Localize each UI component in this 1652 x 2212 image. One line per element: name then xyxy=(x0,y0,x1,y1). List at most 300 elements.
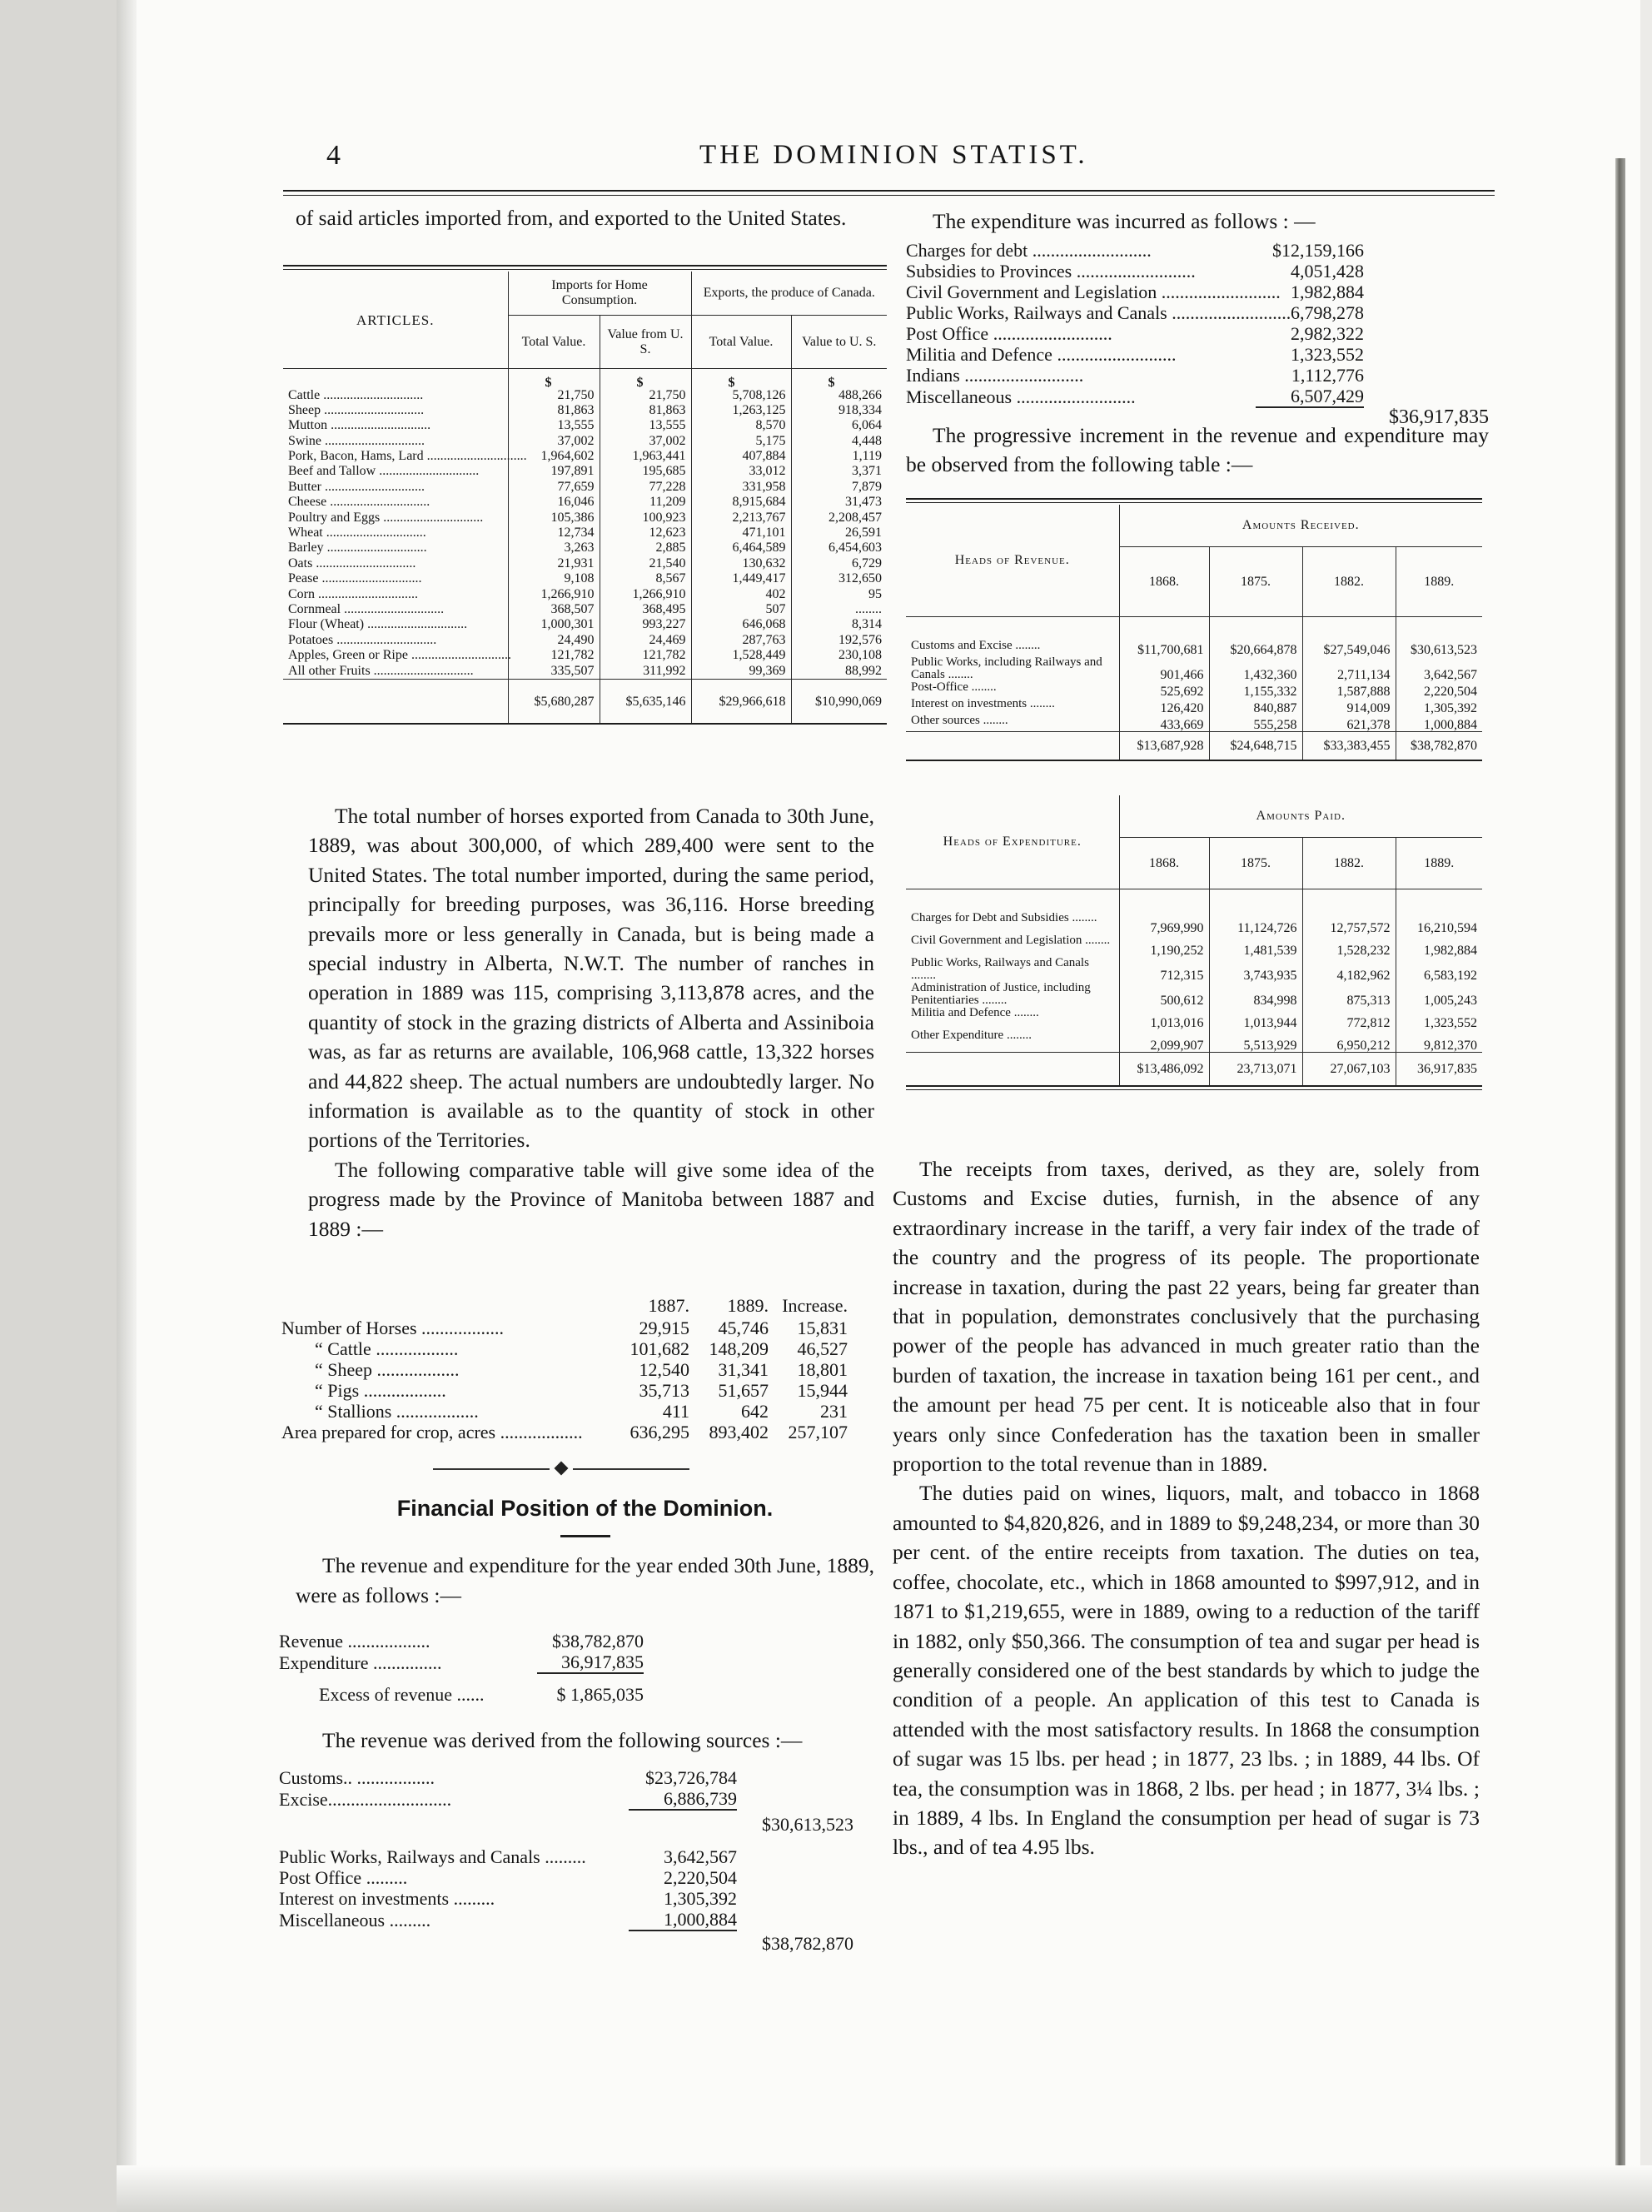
article-value: 335,507 xyxy=(508,665,600,680)
article-value: 121,782 xyxy=(600,649,691,664)
article-label: Swine xyxy=(288,433,321,448)
progress-total: $38,782,870 xyxy=(1396,731,1482,760)
article-label: Oats xyxy=(288,555,313,570)
expenditure-item-label: Post Office .......................... xyxy=(906,323,1112,344)
manitoba-value: 29,915 xyxy=(639,1318,689,1338)
expenditure-spacer xyxy=(1364,386,1489,407)
spacer-cell xyxy=(1396,616,1482,640)
progress-value: 1,305,392 xyxy=(1396,698,1482,715)
article-row xyxy=(283,557,887,572)
progress-value: 621,378 xyxy=(1302,715,1396,731)
sources-intro: The revenue was derived from the following sources :— xyxy=(322,1728,803,1752)
rule xyxy=(906,498,1482,500)
article-value: 6,464,589 xyxy=(691,541,791,556)
article-name: Sheep .............................. xyxy=(288,402,425,417)
expenditure-item xyxy=(906,302,1489,323)
source-value: 3,642,567 xyxy=(664,1846,737,1867)
article-row xyxy=(283,541,887,556)
expenditure-item-value: 4,051,428 xyxy=(1291,261,1364,281)
article-value: 37,002 xyxy=(600,435,691,450)
article-value: 11,209 xyxy=(600,496,691,511)
expenditure-item xyxy=(906,386,1489,407)
progress-label-text: Militia and Defence xyxy=(911,1006,1011,1019)
journal-title: THE DOMINION STATIST. xyxy=(699,140,1088,170)
progress-row xyxy=(906,912,1482,934)
expenditure-item xyxy=(906,281,1489,302)
source-label: Post Office ......... xyxy=(279,1867,408,1888)
article-name: Cattle .............................. xyxy=(288,387,424,402)
expenditure-spacer xyxy=(1364,281,1489,302)
excess-value: $ 1,865,035 xyxy=(556,1684,644,1705)
article-value: 407,884 xyxy=(691,450,791,465)
spacer-cell xyxy=(1209,889,1302,912)
progress-value: 1,481,539 xyxy=(1209,934,1302,957)
exports-header: Exports, the produce of Canada. xyxy=(691,272,887,316)
article-value: 488,266 xyxy=(791,389,887,404)
article-row xyxy=(283,496,887,511)
progress-label: Other sources ........ xyxy=(911,714,1008,727)
spacer-cell xyxy=(1302,889,1396,912)
article-label: Flour (Wheat) xyxy=(288,617,365,632)
progress-label: Interest on investments ........ xyxy=(911,697,1055,710)
expenditure-item-value: 1,982,884 xyxy=(1291,281,1364,302)
article-name: Beef and Tallow .............................. xyxy=(288,464,480,479)
expenditure-item-text: Indians xyxy=(906,365,960,386)
article-label: Wheat xyxy=(288,526,323,541)
article-value: 31,473 xyxy=(791,496,887,511)
dollar-sign: $ xyxy=(600,369,691,389)
expenditure-item-label: Militia and Defence .......................... xyxy=(906,344,1177,365)
expenditure-table xyxy=(906,795,1482,1090)
article-label: Sheep xyxy=(288,402,321,417)
progress-total: 27,067,103 xyxy=(1302,1052,1396,1085)
articles-header: ARTICLES. xyxy=(356,311,435,328)
article-value: 99,369 xyxy=(691,665,791,680)
progress-label: Public Works, including Railways and Canals ........ xyxy=(911,655,1102,681)
article-row xyxy=(283,526,887,541)
article-value: 130,632 xyxy=(691,557,791,572)
article-row xyxy=(283,618,887,633)
total-cell: $5,680,287 xyxy=(508,680,600,723)
excess-label: Excess of revenue xyxy=(319,1684,453,1705)
expenditure-spacer xyxy=(1364,240,1489,261)
col-header-us-exports: Value to U. S. xyxy=(791,316,887,369)
expenditure-item xyxy=(906,261,1489,281)
article-value: 1,000,301 xyxy=(508,618,600,633)
article-name: Oats .............................. xyxy=(288,555,416,570)
manitoba-intro: The following comparative table will give some idea of the progress made by the Province of Manitoba between 1887 and 1889 :— xyxy=(308,1157,874,1241)
source-value: 1,305,392 xyxy=(664,1888,737,1909)
expenditure-label: Expenditure xyxy=(279,1652,369,1673)
progress-value: 901,466 xyxy=(1119,656,1209,681)
progress-value: 914,009 xyxy=(1302,698,1396,715)
manitoba-value: 12,540 xyxy=(639,1359,689,1380)
expenditure-item xyxy=(906,344,1489,365)
expenditure-spacer xyxy=(1364,323,1489,344)
manitoba-value: 46,527 xyxy=(797,1338,848,1359)
article-value: 4,448 xyxy=(791,435,887,450)
progress-label: Other Expenditure ........ xyxy=(911,1029,1032,1042)
article-value: 5,708,126 xyxy=(691,389,791,404)
article-name: Poultry and Eggs .............................. xyxy=(288,510,484,525)
spacer-cell xyxy=(906,889,1119,912)
article-value: 121,782 xyxy=(508,649,600,664)
progress-value: 6,583,192 xyxy=(1396,957,1482,982)
expenditure-item-text: Post Office xyxy=(906,323,989,344)
progress-row xyxy=(906,1007,1482,1029)
source-row xyxy=(279,1909,853,1931)
article-value: 37,002 xyxy=(508,435,600,450)
left-column-body xyxy=(308,801,874,1243)
manitoba-row xyxy=(281,1318,848,1338)
progress-value: 1,432,360 xyxy=(1209,656,1302,681)
excise-label: Excise xyxy=(279,1788,328,1810)
intro-text: of said articles imported from, and exported to the United States. xyxy=(296,206,847,230)
rule xyxy=(906,1089,1482,1090)
article-label: All other Fruits xyxy=(288,663,371,678)
year-header: 1868. xyxy=(1119,837,1209,889)
article-value: 8,915,684 xyxy=(691,496,791,511)
article-name: All other Fruits .............................. xyxy=(288,663,474,678)
progress-label: Militia and Defence ........ xyxy=(911,1006,1039,1019)
progress-total: $24,648,715 xyxy=(1209,731,1302,760)
article-label: Mutton xyxy=(288,418,328,433)
progress-value: 1,528,232 xyxy=(1302,934,1396,957)
year-header: 1875. xyxy=(1209,837,1302,889)
article-value: 9,108 xyxy=(508,572,600,587)
revenue-label: Revenue xyxy=(279,1631,343,1652)
progress-label-text: Administration of Justice, including Penitentiaries xyxy=(911,981,1091,1007)
article-value: 33,012 xyxy=(691,465,791,480)
manitoba-row xyxy=(281,1338,848,1359)
progress-value: 1,190,252 xyxy=(1119,934,1209,957)
article-label: Apples, Green or Ripe xyxy=(288,648,408,663)
spacer-cell xyxy=(1119,616,1209,640)
manitoba-label: “ Stallions .................. xyxy=(281,1401,613,1422)
source-label: Public Works, Railways and Canals ......... xyxy=(279,1846,586,1867)
article-value: 13,555 xyxy=(508,419,600,434)
progress-label-text: Public Works, including Railways and Canals xyxy=(911,655,1102,681)
expenditure-item-value: 2,982,322 xyxy=(1291,323,1364,344)
progress-label: Administration of Justice, including Penitentiaries ........ xyxy=(911,981,1091,1007)
year-header: 1889. xyxy=(1396,546,1482,616)
article-value: 311,992 xyxy=(600,665,691,680)
revenue-table xyxy=(906,498,1482,761)
article-value: 368,495 xyxy=(600,603,691,618)
source-row xyxy=(279,1888,853,1909)
article-name: Potatoes .............................. xyxy=(288,632,437,647)
progress-value: $27,549,046 xyxy=(1302,640,1396,656)
article-value: 1,266,910 xyxy=(508,588,600,603)
article-value: 197,891 xyxy=(508,465,600,480)
excise-value: 6,886,739 xyxy=(629,1788,737,1810)
progress-total: $33,383,455 xyxy=(1302,731,1396,760)
article-value: 195,685 xyxy=(600,465,691,480)
article-label: Cornmeal xyxy=(288,601,341,616)
manitoba-label-text: “ Pigs xyxy=(315,1380,360,1401)
expenditure-item-label: Civil Government and Legislation .......................... xyxy=(906,281,1281,302)
article-value: 81,863 xyxy=(600,404,691,419)
revenue-expenditure-intro: The revenue and expenditure for the year ended 30th June, 1889, were as follows :— xyxy=(296,1553,874,1607)
progress-total: $13,687,928 xyxy=(1119,731,1209,760)
total-cell: $29,966,618 xyxy=(691,680,791,723)
source-label-text: Interest on investments xyxy=(279,1888,450,1909)
progress-total: 23,713,071 xyxy=(1209,1052,1302,1085)
expenditure-list xyxy=(906,240,1489,428)
heading-rule xyxy=(560,1535,610,1537)
progress-row xyxy=(906,656,1482,681)
article-row xyxy=(283,481,887,496)
manitoba-value: 45,746 xyxy=(718,1318,769,1338)
year-header: 1868. xyxy=(1119,546,1209,616)
article-row xyxy=(283,389,887,404)
article-value: 1,263,125 xyxy=(691,404,791,419)
article-value: 88,992 xyxy=(791,665,887,680)
article-value: 402 xyxy=(691,588,791,603)
article-value: 8,570 xyxy=(691,419,791,434)
expenditure-item-value: 6,507,429 xyxy=(1291,386,1364,406)
expenditure-intro: The expenditure was incurred as follows : — xyxy=(933,209,1316,233)
article-value: ........ xyxy=(791,603,887,618)
source-spacer xyxy=(737,1888,853,1909)
progress-value: 1,000,884 xyxy=(1396,715,1482,731)
progress-label: Civil Government and Legislation ........ xyxy=(911,934,1111,947)
page-fold-shadow xyxy=(117,0,137,2212)
progress-value: 5,513,929 xyxy=(1209,1029,1302,1052)
progress-value: 6,950,212 xyxy=(1302,1029,1396,1052)
source-row xyxy=(279,1867,853,1888)
progress-value: 1,155,332 xyxy=(1209,681,1302,698)
article-row xyxy=(283,603,887,618)
article-label: Poultry and Eggs xyxy=(288,510,381,525)
revenue-value: $38,782,870 xyxy=(552,1631,644,1652)
year-header: 1882. xyxy=(1302,837,1396,889)
article-name: Swine .............................. xyxy=(288,433,425,448)
year-header: 1889. xyxy=(1396,837,1482,889)
progress-value: 1,323,552 xyxy=(1396,1007,1482,1029)
source-label-text: Miscellaneous xyxy=(279,1909,386,1931)
progress-row xyxy=(906,957,1482,982)
manitoba-label-text: Area prepared for crop, acres xyxy=(281,1422,496,1442)
manitoba-value: 642 xyxy=(741,1401,769,1422)
running-head xyxy=(0,140,1652,182)
financial-heading: Financial Position of the Dominion. xyxy=(396,1496,774,1521)
article-value: 3,263 xyxy=(508,541,600,556)
article-row xyxy=(283,572,887,587)
expenditure-value: 36,917,835 xyxy=(537,1652,644,1673)
progress-value: 712,315 xyxy=(1119,957,1209,982)
article-name: Barley .............................. xyxy=(288,541,427,555)
article-value: 507 xyxy=(691,603,791,618)
source-label-text: Public Works, Railways and Canals xyxy=(279,1846,540,1867)
col-header-total-imports: Total Value. xyxy=(508,316,600,369)
progress-value: 7,969,990 xyxy=(1119,912,1209,934)
article-name: Butter .............................. xyxy=(288,479,425,494)
manitoba-row xyxy=(281,1380,848,1401)
article-row xyxy=(283,450,887,465)
article-row xyxy=(283,465,887,480)
article-row xyxy=(283,665,887,680)
right-column xyxy=(906,207,1489,236)
manitoba-year-header: 1889. xyxy=(727,1294,769,1316)
taxes-paragraph: The receipts from taxes, derived, as they are, solely from Customs and Excise duties, furnish, in the absence of any extraordinary increase in the tariff, a very fair index of the trade of the country and the progress of its people. The proportionate increase in taxation, during the past 22 years, being far greater than that in population, demonstrates conclusively that the purchasing power of the people has advanced in much greater ratio than the burden of taxation, the increase in taxation being 161 per cent., and the amount per head 75 per cent. It is noticeable also that in four years only since Confederation has the taxation been in smaller proportion to the total revenue than in 1889. xyxy=(893,1157,1480,1477)
article-label: Pease xyxy=(288,571,319,586)
progress-value: 2,220,504 xyxy=(1396,681,1482,698)
manitoba-label: “ Pigs .................. xyxy=(281,1380,613,1401)
progress-value: 3,743,935 xyxy=(1209,957,1302,982)
expenditure-item xyxy=(906,365,1489,386)
duties-paragraph: The duties paid on wines, liquors, malt, and tobacco in 1868 amounted to $4,820,826, and in 1889 to $9,248,234, or more than 30 per cent. of the entire receipts from taxation. The duties on tea, coffee, chocolate, etc., which in 1868 amounted to $997,912, and in 1871 to $1,219,655, were in 1889, owing to a reduction of the tariff in 1882, only $50,366. The consumption of tea and sugar per head is generally considered one of the best standards by which to judge the condition of a people. An application of this test to Canada is attended with the most satisfactory results. In 1868 the consumption of sugar was 15 lbs. per head ; in 1877, 23 lbs. ; in 1889, 44 lbs. Of tea, the consumption was in 1868, 2 lbs. per head ; in 1877, 3¼ lbs. ; in 1889, 4 lbs. In England the consumption per head of sugar is 73 lbs., and of tea 4.95 lbs. xyxy=(893,1481,1480,1860)
manitoba-value: 15,831 xyxy=(797,1318,848,1338)
article-name: Cheese .............................. xyxy=(288,495,430,510)
spacer-cell xyxy=(1209,616,1302,640)
expenditure-spacer xyxy=(1364,302,1489,323)
progress-value: 9,812,370 xyxy=(1396,1029,1482,1052)
article-value: 368,507 xyxy=(508,603,600,618)
article-value: 6,454,603 xyxy=(791,541,887,556)
manitoba-value: 893,402 xyxy=(709,1422,769,1442)
expenditure-item-label: Subsidies to Provinces .......................... xyxy=(906,261,1196,281)
header-rule-thin xyxy=(283,195,1495,196)
article-value: 77,228 xyxy=(600,481,691,496)
totals-label-cell xyxy=(906,1052,1119,1085)
progress-label-text: Post-Office xyxy=(911,680,968,694)
manitoba-value: 31,341 xyxy=(718,1359,769,1380)
progress-value: 834,998 xyxy=(1209,982,1302,1007)
article-value: 21,750 xyxy=(508,389,600,404)
article-value: 1,964,602 xyxy=(508,450,600,465)
article-label: Cheese xyxy=(288,495,327,510)
expenditure-item-label: Public Works, Railways and Canals .......................... xyxy=(906,302,1291,323)
col-header-us-imports: Value from U. S. xyxy=(600,316,691,369)
article-label: Cattle xyxy=(288,387,321,402)
dollar-sign: $ xyxy=(508,369,600,389)
article-row xyxy=(283,649,887,664)
article-name: Mutton .............................. xyxy=(288,418,431,433)
manitoba-label: “ Cattle .................. xyxy=(281,1338,613,1359)
progress-value: $11,700,681 xyxy=(1119,640,1209,656)
progress-row xyxy=(906,982,1482,1007)
article-label: Pork, Bacon, Hams, Lard xyxy=(288,449,424,464)
article-value: 8,567 xyxy=(600,572,691,587)
binding-edge xyxy=(1615,158,1625,2212)
expenditure-item xyxy=(906,240,1489,261)
dollar-sign: $ xyxy=(691,369,791,389)
progress-row xyxy=(906,698,1482,715)
article-label: Beef and Tallow xyxy=(288,464,376,479)
page-bottom-shadow xyxy=(117,2165,1652,2212)
progress-value: 1,013,944 xyxy=(1209,1007,1302,1029)
header-rule xyxy=(283,190,1495,192)
progress-label-text: Customs and Excise xyxy=(911,639,1013,652)
progress-value: 772,812 xyxy=(1302,1007,1396,1029)
article-row xyxy=(283,588,887,603)
expenditure-item-value: $12,159,166 xyxy=(1272,240,1364,261)
customs-label: Customs xyxy=(279,1767,344,1788)
progress-value: 12,757,572 xyxy=(1302,912,1396,934)
article-name: Pease .............................. xyxy=(288,571,422,586)
article-value: 1,266,910 xyxy=(600,588,691,603)
progress-value: $30,613,523 xyxy=(1396,640,1482,656)
progress-total: 36,917,835 xyxy=(1396,1052,1482,1085)
total-cell: $5,635,146 xyxy=(600,680,691,723)
dollar-sign: $ xyxy=(791,369,887,389)
article-value: 7,879 xyxy=(791,481,887,496)
progress-row xyxy=(906,934,1482,957)
progress-row xyxy=(906,1029,1482,1052)
article-value: 105,386 xyxy=(508,511,600,526)
article-row xyxy=(283,634,887,649)
totals-label-cell xyxy=(906,731,1119,760)
customs-value: $23,726,784 xyxy=(645,1767,737,1788)
progress-value: 433,669 xyxy=(1119,715,1209,731)
horses-paragraph: The total number of horses exported from Canada to 30th June, 1889, was about 300,000, of which 289,400 were sent to the United States. The total number imported, during the same period, principally for breeding purposes, was 36,116. Horse breeding prevails more or less generally in Canada, but is being made a special industry in Alberta, N.W.T. The number of ranches in operation in 1889 was 115, comprising 3,113,878 acres, and the quantity of stock in the grazing districts of Alberta and Assiniboia was, as far as returns are available, 106,968 cattle, 13,322 horses and 44,822 sheep. The actual numbers are undoubtedly larger. No information is available as to the quantity of stock in other portions of the Territories. xyxy=(308,804,874,1153)
article-value: 192,576 xyxy=(791,634,887,649)
article-value: 918,334 xyxy=(791,404,887,419)
article-row xyxy=(283,511,887,526)
manitoba-row xyxy=(281,1422,848,1442)
revenue-expenditure-table: Revenue .................. $38,782,870 Expenditure ............... 36,917,835 Excess of revenue ...... $ 1,865,035 xyxy=(279,1631,644,1705)
manitoba-year-header: 1887. xyxy=(648,1294,689,1316)
year-header: 1882. xyxy=(1302,546,1396,616)
progress-label-text: Civil Government and Legislation xyxy=(911,934,1082,947)
article-name: Corn .............................. xyxy=(288,586,418,601)
left-column xyxy=(296,203,878,232)
progress-value: 1,013,016 xyxy=(1119,1007,1209,1029)
amounts-paid-header: Amounts Paid. xyxy=(1119,795,1482,837)
table-top-rule-thin xyxy=(283,269,887,270)
expenditure-item-text: Public Works, Railways and Canals xyxy=(906,302,1167,323)
progressive-block xyxy=(906,421,1489,480)
expenditure-item-text: Militia and Defence xyxy=(906,344,1052,365)
manitoba-value: 35,713 xyxy=(639,1380,689,1401)
manitoba-value: 18,801 xyxy=(797,1359,848,1380)
table-top-rule xyxy=(283,265,887,267)
article-value: 81,863 xyxy=(508,404,600,419)
manitoba-value: 411 xyxy=(662,1401,689,1422)
article-value: 1,119 xyxy=(791,450,887,465)
progress-label-text: Public Works, Railways and Canals xyxy=(911,956,1089,969)
manitoba-label-text: “ Stallions xyxy=(315,1401,392,1422)
article-name: Pork, Bacon, Hams, Lard .............................. xyxy=(288,449,527,464)
spacer-cell xyxy=(1119,889,1209,912)
manitoba-label-text: Number of Horses xyxy=(281,1318,417,1338)
year-header: 1875. xyxy=(1209,546,1302,616)
article-value: 13,555 xyxy=(600,419,691,434)
progress-value: 126,420 xyxy=(1119,698,1209,715)
progress-label: Charges for Debt and Subsidies ........ xyxy=(911,911,1097,924)
articles-table xyxy=(283,265,887,725)
article-value: 230,108 xyxy=(791,649,887,664)
article-value: 993,227 xyxy=(600,618,691,633)
article-value: 100,923 xyxy=(600,511,691,526)
manitoba-row xyxy=(281,1401,848,1422)
expenditure-item-value: 1,323,552 xyxy=(1291,344,1364,365)
progress-row xyxy=(906,640,1482,656)
article-value: 6,729 xyxy=(791,557,887,572)
manitoba-label-text: “ Sheep xyxy=(315,1359,373,1380)
article-value: 21,750 xyxy=(600,389,691,404)
subtotal-value: $30,613,523 xyxy=(762,1814,853,1835)
expenditure-item-text: Miscellaneous xyxy=(906,386,1013,407)
progress-value: 11,124,726 xyxy=(1209,912,1302,934)
sources-table: Customs.. ................. $23,726,784 Excise........................... 6,886,739 $30,613,523 Public Works, Railways and Canals ......... 3,642,567 Post Office ......... 2,220,504 Interest on investments ......... 1,305,392 Miscellaneous ......... 1,000,884 $38,782,870 xyxy=(279,1767,853,1954)
source-spacer xyxy=(737,1867,853,1888)
article-value: 24,490 xyxy=(508,634,600,649)
progress-label-text: Charges for Debt and Subsidies xyxy=(911,911,1069,924)
article-value: 287,763 xyxy=(691,634,791,649)
manitoba-label: Area prepared for crop, acres .................. xyxy=(281,1422,583,1442)
